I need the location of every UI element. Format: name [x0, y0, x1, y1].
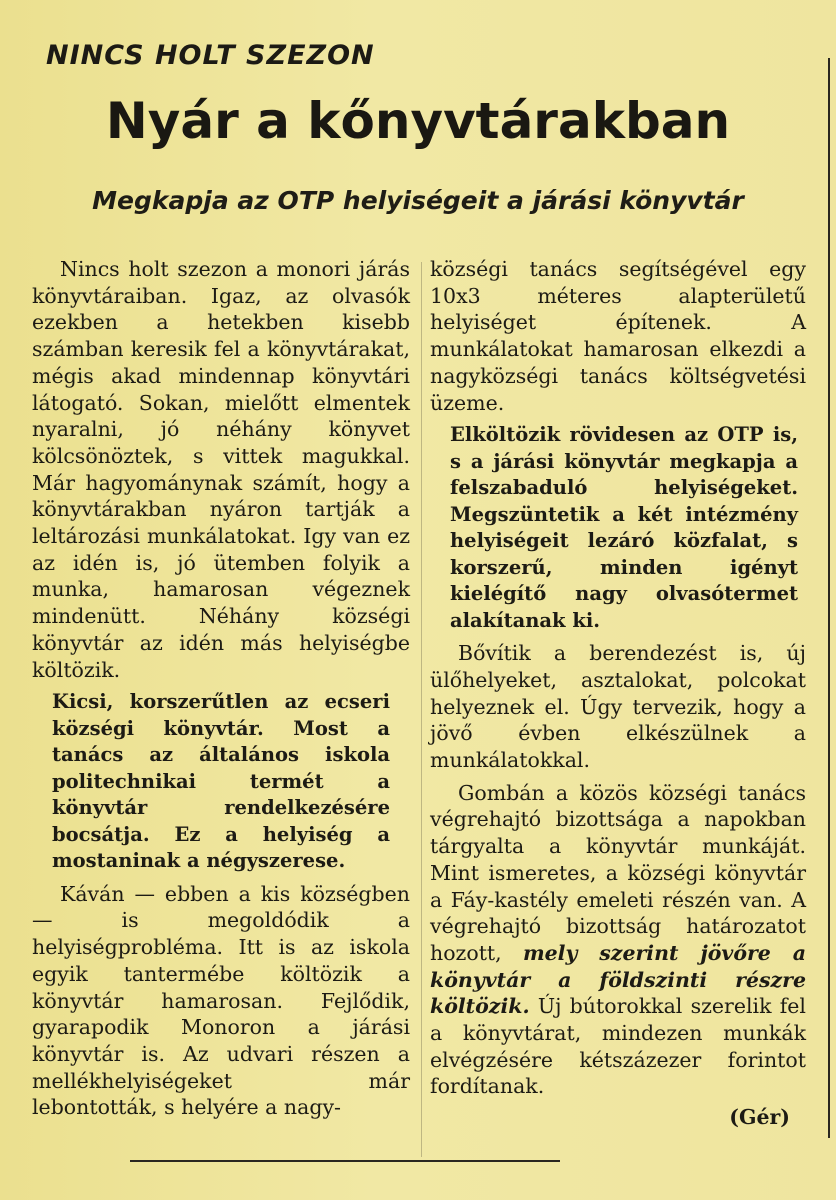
column-divider	[421, 262, 422, 1157]
right-column	[430, 256, 806, 1131]
bold-paragraph: Kicsi, korszerűtlen az ecseri községi könyvtár. Most a tanács az általános iskola politechnikai termét a könyvtár rendelkezésére bocsátja. Ez a helyiség a mostaninak a négyszerese.	[52, 690, 390, 873]
author-signature: (Gér)	[729, 1105, 790, 1130]
left-column	[32, 256, 410, 1121]
paragraph-text: Új bútorokkal szerelik fel a könyvtárat, mindezen munkák elvégzésére kétszázezer forintot fordítanak.	[430, 994, 806, 1099]
emphasized-text: mely szerint jövőre a könyvtár a földszinti részre költözik.	[430, 940, 806, 1019]
paragraph	[430, 780, 806, 1100]
paragraph: Nincs holt szezon a monori járás könyvtáraiban. Igaz, az olvasók ezekben a hetekben kisebb számban keresik fel a könyvtárakat, mégis akad mindennap könyvtári látogató. Sokan, mielőtt elmentek nyaralni, jó néhány könyvet kölcsönöztek, s vittek magukkal. Már hagyománynak számít, hogy a könyvtárakban nyáron tartják a leltározási munkálatokat. Igy van ez az idén is, jó ütemben folyik a munka, hamarosan végeznek mindenütt. Néhány községi könyvtár az idén más helyiségbe költözik.	[32, 257, 410, 682]
bottom-rule	[130, 1160, 560, 1162]
kicker-headline: NINCS HOLT SZEZON	[46, 40, 375, 71]
paragraph-text: Gombán a közös községi tanács végrehajtó bizottsága a napokban tárgyalta a könyvtár munkáját. Mint ismeretes, a községi könyvtár a Fáy-kastély emeleti részén van. A végrehajtó bizottság határozatot hozott,	[430, 780, 806, 965]
bold-paragraph: Elköltözik rövidesen az OTP is, s a járási könyvtár megkapja a felszabaduló helyiségeket. Megszüntetik a két intézmény helyiségeit lezáró közfalat, s korszerű, minden igényt kielégítő nagy olvasótermet alakítanak ki.	[450, 423, 798, 632]
paragraph-continued: községi tanács segítségével egy 10x3 méteres alapterületű helyiséget építenek. A munkálatokat hamarosan elkezdi a nagyközségi tanács költségvetési üzeme.	[430, 257, 806, 415]
article-title: Nyár a kőnyvtárakban	[105, 92, 731, 150]
paragraph: Káván — ebben a kis községben — is megoldódik a helyiségprobléma. Itt is az iskola egyik tantermébe költözik a könyvtár hamarosan. Fejlődik, gyarapodik Monoron a járási könyvtár is. Az udvari részen a mellékhelyiségeket már lebontották, s helyére a nagy-	[32, 881, 410, 1120]
paragraph: Bővítik a berendezést is, új ülőhelyeket, asztalokat, polcokat helyeznek el. Úgy tervezik, hogy a jövő évben elkészülnek a munkálatokkal.	[430, 641, 806, 773]
article-subtitle: Megkapja az OTP helyiségeit a járási könyvtár	[92, 186, 744, 215]
right-border-rule	[828, 58, 830, 1138]
